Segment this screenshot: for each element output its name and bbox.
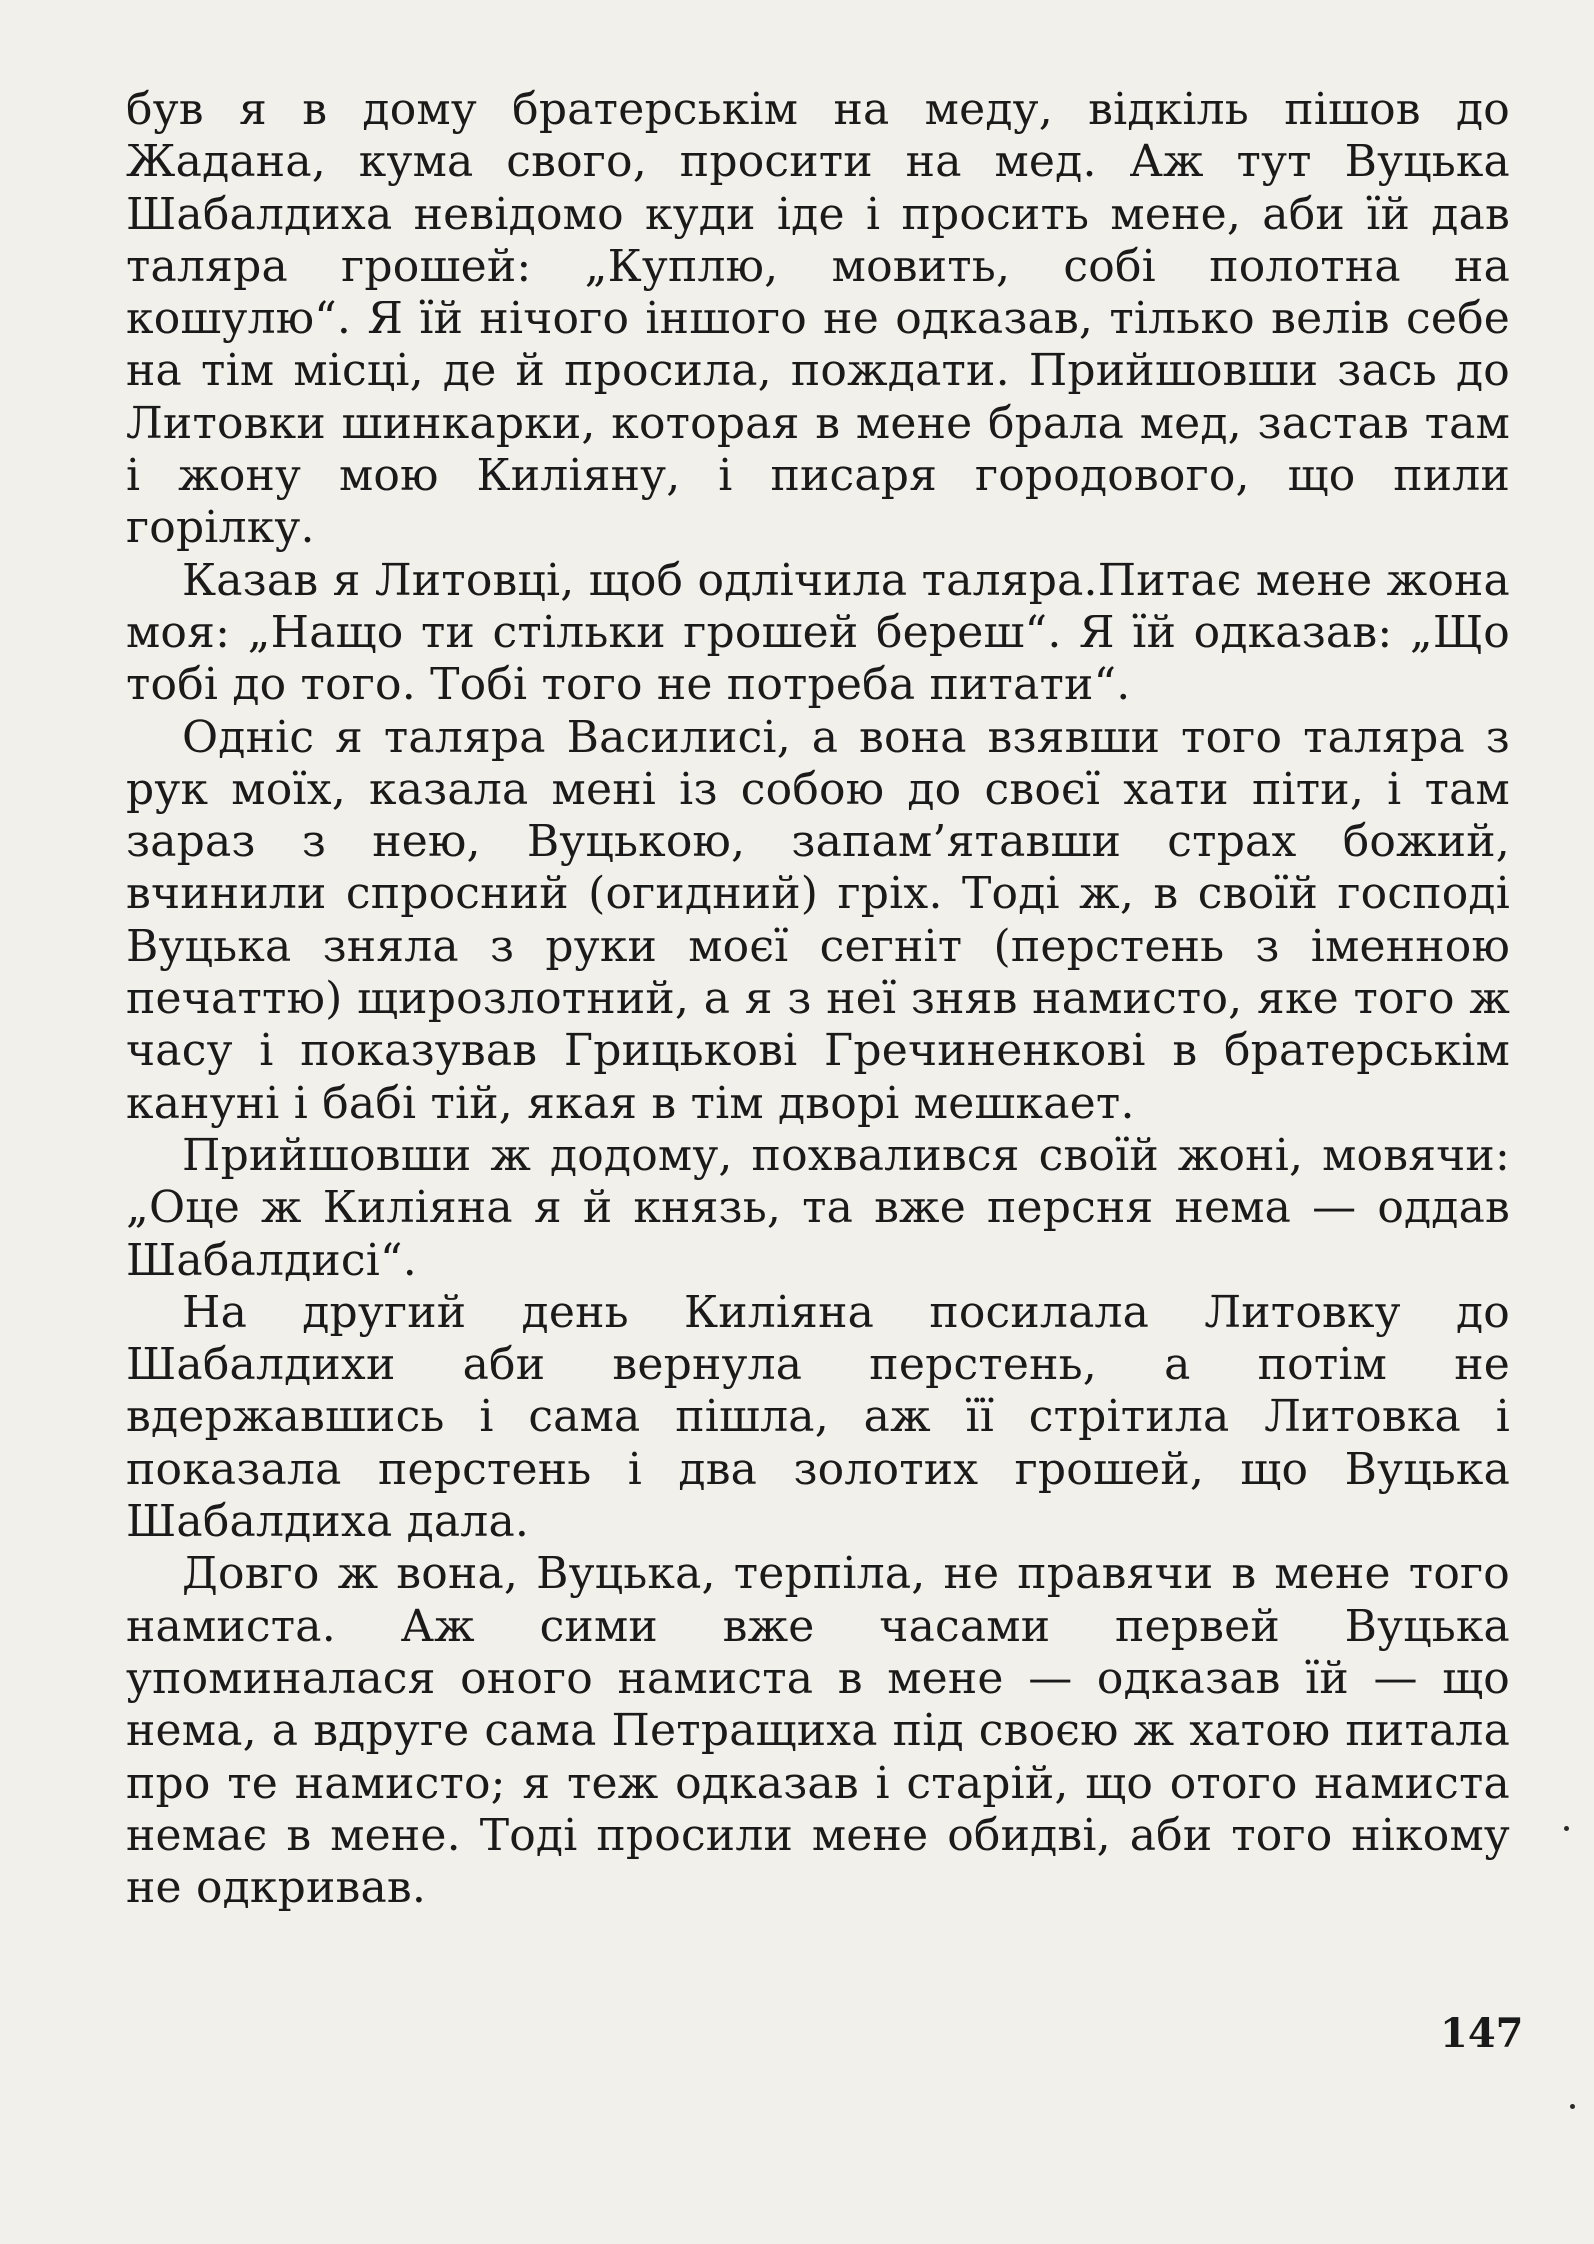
print-speck [1570, 2104, 1575, 2109]
print-speck [1564, 1826, 1569, 1831]
paragraph-2: Казав я Литовці, щоб одлічила таляра.Питає мене жона моя: „Нащо ти стільки грошей береш“. Я їй одказав: „Що тобі до того. Тобі того не потреба питати“. [126, 554, 1510, 711]
paragraph-4: Прийшовши ж додому, похвалився своїй жоні, мовячи: „Оце ж Киліяна я й князь, та вже персня нема — оддав Шабалдисі“. [126, 1129, 1510, 1286]
paragraph-3: Одніс я таляра Василисі, а вона взявши того таляра з рук моїх, казала мені із собою до своєї хати піти, і там зараз з нею, Вуцькою, запам’ятавши страх божий, вчинили спросний (огидний) гріх. Тоді ж, в своїй господі Вуцька зняла з руки моєї сегніт (перстень з іменною печаттю) щирозлотний, а я з неї зняв намисто, яке того ж часу і показував Грицькові Гречиненкові в братерськім кануні і бабі тій, якая в тім дворі мешкает. [126, 711, 1510, 1129]
paragraph-5: На другий день Киліяна посилала Литовку до Шабалдихи аби вернула перстень, а потім не вдержавшись і сама пішла, аж її стрітила Литовка і показала перстень і два золотих грошей, що Вуцька Шабалдиха дала. [126, 1286, 1510, 1548]
page-number: 147 [1440, 2010, 1524, 2057]
body-text [126, 84, 1510, 1914]
paragraph-6: Довго ж вона, Вуцька, терпіла, не правячи в мене того намиста. Аж сими вже часами первей Вуцька упоминалася оного намиста в мене — одказав їй — що нема, а вдруге сама Петращиха під своєю ж хатою питала про те намисто; я теж одказав і старій, що отого намиста немає в мене. Тоді просили мене обидві, аби того нікому не одкривав. [126, 1548, 1510, 1914]
paragraph-1: був я в дому братерськім на меду, відкіль пішов до Жадана, кума свого, просити на мед. Аж тут Вуцька Шабалдиха невідомо куди іде і просить мене, аби їй дав таляра грошей: „Куплю, мовить, собі полотна на кошулю“. Я їй нічого іншого не одказав, тілько велів себе на тім місці, де й просила, пождати. Прийшовши зась до Литовки шинкарки, которая в мене брала мед, застав там і жону мою Киліяну, і писаря городового, що пили горілку. [126, 84, 1510, 554]
